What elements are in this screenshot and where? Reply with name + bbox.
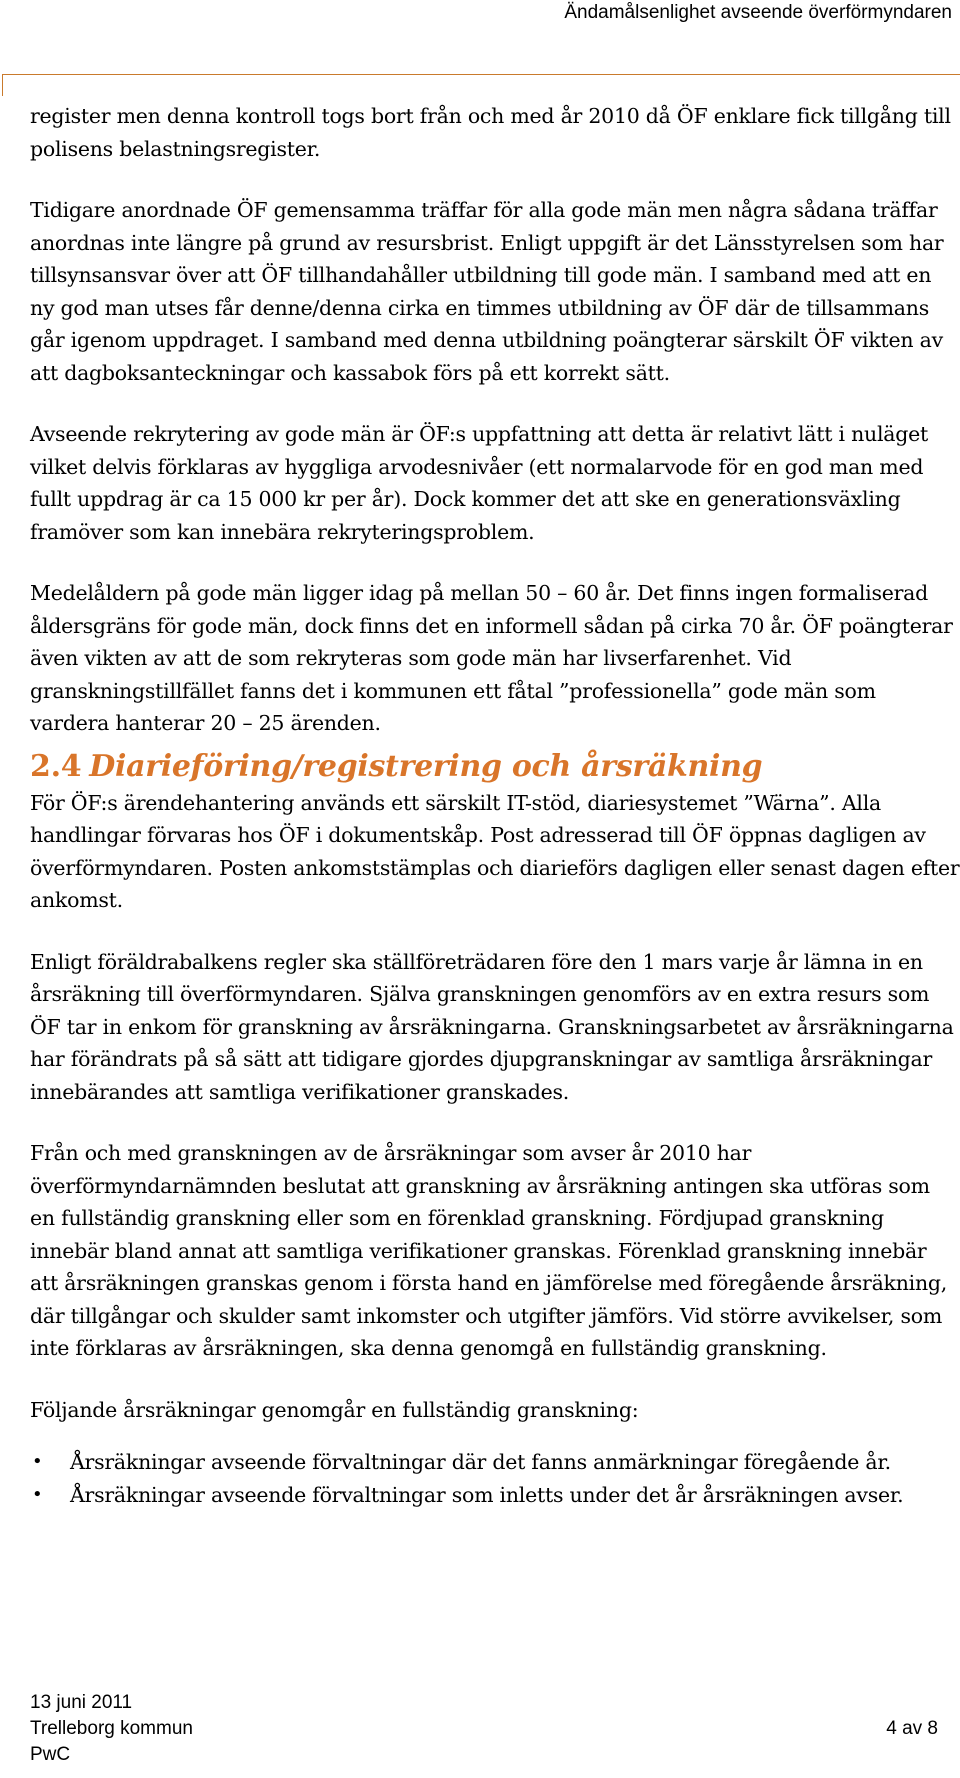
paragraph: Medelåldern på gode män ligger idag på mellan 50 – 60 år. Det finns ingen formaliserad åldersgräns för gode män, dock finns det en informell sådan på cirka 70 år. ÖF poängterar även vikten av att de som rekryteras som gode män har livserfarenhet. Vid granskningstillfället fanns det i kommunen ett fåtal ”professionella” gode män som vardera hanterar 20 – 25 ärenden. [30, 581, 953, 735]
page-number: 4 av 8 [886, 1718, 938, 1739]
running-header-title: Ändamålsenlighet avseende överförmyndaren [564, 2, 952, 23]
bullet-icon: • [32, 1451, 43, 1472]
section-heading [30, 748, 960, 786]
document-body [30, 100, 960, 1511]
paragraph: Tidigare anordnade ÖF gemensamma träffar för alla gode män men några sådana träffar anordnas inte längre på grund av resursbrist. Enligt uppgift är det Länsstyrelsen som har tillsynsansvar över att ÖF tillhandahåller utbildning till gode män. I samband med att en ny god man utses får denne/denna cirka en timmes utbildning av ÖF där de tillsammans går igenom uppdraget. I samband med denna utbildning poängterar särskilt ÖF vikten av att dagboksanteckningar och kassabok förs på ett korrekt sätt. [30, 198, 944, 385]
paragraph: Enligt föräldrabalkens regler ska ställföreträdaren före den 1 mars varje år lämna in en årsräkning till överförmyndaren. Själva granskningen genomförs av en extra resurs som ÖF tar in enkom för granskning av årsräkningarna. Granskningsarbetet av årsräkningarna har förändrats på så sätt att tidigare gjordes djupgranskningar av samtliga årsräkningar innebärandes att samtliga verifikationer granskades. [30, 949, 954, 1104]
header-rule [2, 74, 960, 75]
section-title: Diarieföring/registrering och årsräkning [89, 748, 763, 784]
list-item-text: Årsräkningar avseende förvaltningar som inletts under det år årsräkningen avser. [70, 1482, 904, 1507]
header-corner-mark [2, 74, 3, 96]
paragraph: register men denna kontroll togs bort från och med år 2010 då ÖF enklare fick tillgång till polisens belastningsregister. [30, 104, 951, 161]
bullet-icon: • [32, 1483, 43, 1505]
list-item-text: Årsräkningar avseende förvaltningar där det fanns anmärkningar föregående år. [70, 1450, 891, 1474]
paragraph: Följande årsräkningar genomgår en fullständig granskning: [30, 1397, 639, 1422]
bullet-list [30, 1446, 960, 1511]
footer-firm: PwC [30, 1744, 71, 1765]
footer-date: 13 juni 2011 [30, 1692, 133, 1713]
footer [30, 1690, 193, 1768]
footer-organization: Trelleborg kommun [30, 1718, 193, 1739]
list-item [30, 1446, 960, 1479]
list-item [30, 1479, 960, 1512]
section-number: 2.4 [30, 748, 82, 784]
paragraph: Avseende rekrytering av gode män är ÖF:s uppfattning att detta är relativt lätt i nuläget vilket delvis förklaras av hyggliga arvodesnivåer (ett normalarvode för en god man med fullt uppdrag är ca 15 000 kr per år). Dock kommer det att ske en generationsväxling framöver som kan innebära rekryteringsproblem. [30, 422, 928, 544]
paragraph: För ÖF:s ärendehantering används ett särskilt IT-stöd, diariesystemet ”Wärna”. Alla handlingar förvaras hos ÖF i dokumentskåp. Post adresserad till ÖF öppnas dagligen av överförmyndaren. Posten ankomststämplas och diarieförs dagligen eller senast dagen efter ankomst. [30, 790, 960, 912]
paragraph: Från och med granskningen av de årsräkningar som avser år 2010 har överförmyndarnämnden beslutat att granskning av årsräkning antingen ska utföras som en fullständig granskning eller som en förenklad granskning. Fördjupad granskning innebär bland annat att samtliga verifikationer granskas. Förenklad granskning innebär att årsräkningen granskas genom i första hand en jämförelse med föregående årsräkning, där tillgångar och skulder samt inkomster och utgifter jämförs. Vid större avvikelser, som inte förklaras av årsräkningen, ska denna genomgå en fullständig granskning. [30, 1141, 948, 1360]
